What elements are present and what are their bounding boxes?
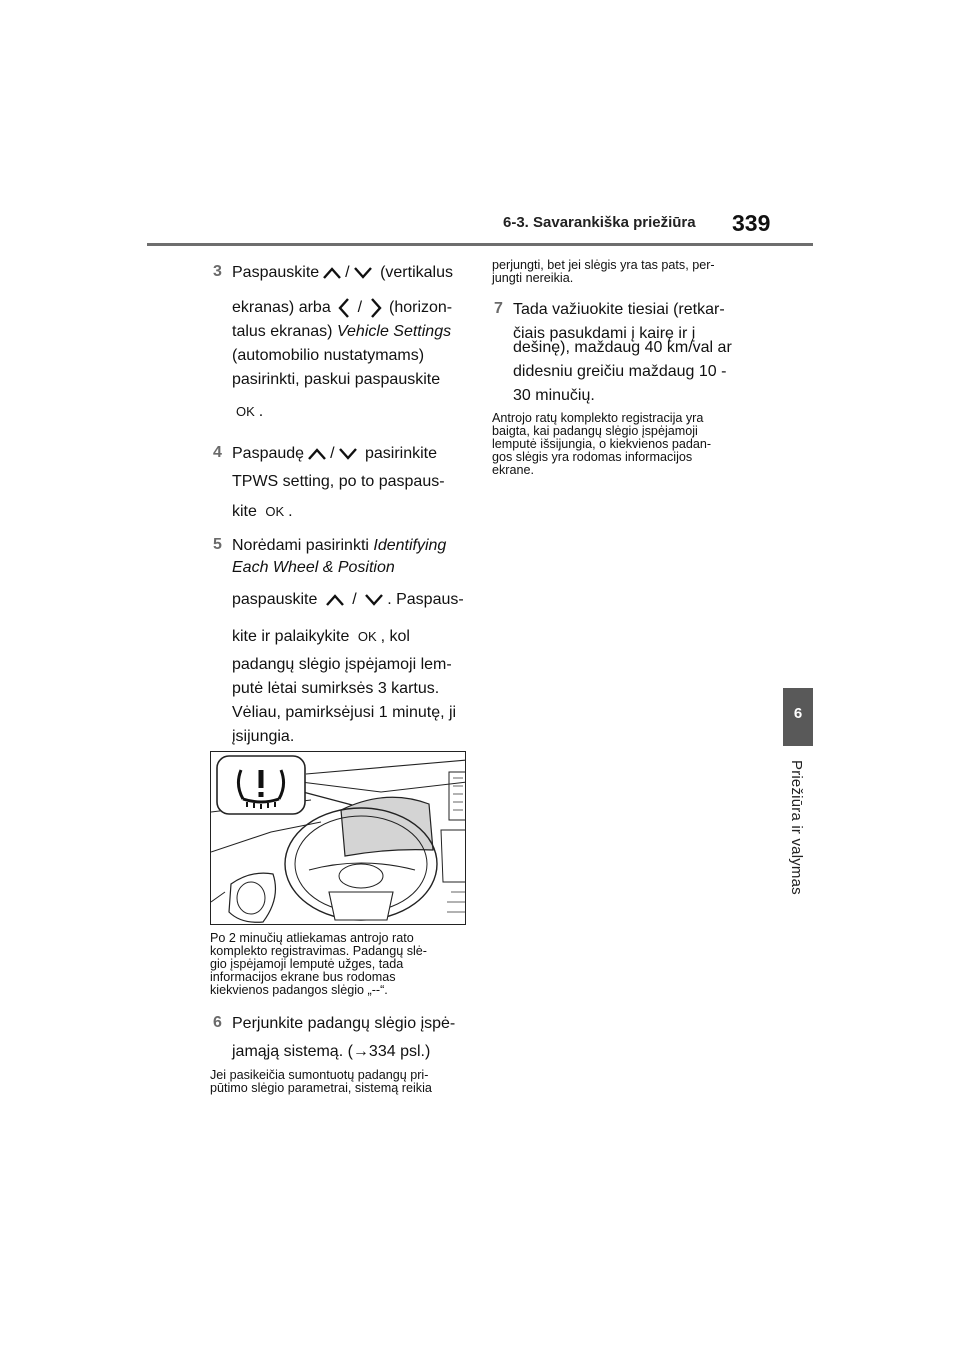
note-line: pūtimo slėgio parametrai, sistemą reikia — [210, 1081, 432, 1095]
note-line: Antrojo ratų komplekto registracija yra — [492, 411, 704, 425]
ok-button-label: OK — [357, 629, 377, 644]
chevron-up-icon — [307, 447, 327, 461]
chevron-left-icon — [338, 297, 350, 319]
step-line: kite ir palaikykite OK , kol — [232, 628, 410, 645]
note-line: jungti nereikia. — [492, 271, 574, 285]
step-line: jamąją sistemą. (→334 psl.) — [232, 1043, 431, 1060]
step-line: čiais pasukdami į kairę ir į — [513, 325, 696, 342]
chevron-up-icon — [325, 593, 345, 607]
chevron-down-icon — [353, 266, 373, 280]
note-line: baigta, kai padangų slėgio įspėjamoji — [492, 424, 698, 438]
chevron-up-icon — [322, 266, 342, 280]
note-line: ekrane. — [492, 463, 535, 477]
step-number: 6 — [213, 1014, 222, 1031]
step-line: dešinę), maždaug 40 km/val ar — [513, 339, 732, 356]
step-line: Paspaudę / pasirinkite — [232, 445, 437, 462]
step-line: įsijungia. — [232, 728, 295, 745]
note-line: lemputė išsijungia, o kiekvienos padan- — [492, 437, 712, 451]
step-line: Perjunkite padangų slėgio įspė- — [232, 1015, 456, 1032]
note-line: perjungti, bet jei slėgis yra tas pats, per- — [492, 258, 715, 272]
step-line: didesniu greičiu maždaug 10 - — [513, 363, 727, 380]
chapter-number: 6 — [793, 705, 803, 722]
step-line: Tada važiuokite tiesiai (retkar- — [513, 301, 725, 318]
step-line: padangų slėgio įspėjamoji lem- — [232, 656, 452, 673]
ok-button-label: OK — [236, 404, 255, 419]
note-line: Po 2 minučių atliekamas antrojo rato — [210, 931, 414, 945]
step-line: TPWS setting, po to paspaus- — [232, 473, 445, 490]
step-line: ekranas) arba / (horizon- — [232, 297, 452, 319]
step-line: talus ekranas) Vehicle Settings — [232, 323, 452, 340]
step-line: pasirinkti, paskui paspauskite — [232, 371, 441, 388]
ok-button-label: OK — [265, 504, 285, 519]
note-line: komplekto registravimas. Padangų slė- — [210, 944, 427, 958]
step-line: (automobilio nustatymams) — [232, 347, 425, 364]
note-line: informacijos ekrane bus rodomas — [210, 970, 396, 984]
header-rule — [147, 243, 813, 246]
step-line: Each Wheel & Position — [232, 559, 395, 576]
step-line: OK . — [236, 403, 264, 420]
chevron-down-icon — [338, 447, 358, 461]
chapter-tab — [783, 688, 813, 746]
dashboard-illustration — [210, 751, 466, 925]
page-number: 339 — [732, 210, 771, 236]
step-number: 5 — [213, 536, 222, 553]
step-number: 7 — [494, 300, 503, 317]
step-line: putė lėtai sumirksės 3 kartus. — [232, 680, 440, 697]
chevron-right-icon — [370, 297, 382, 319]
note-line: kiekvienos padangos slėgio „--“. — [210, 983, 388, 997]
note-line: Jei pasikeičia sumontuotų padangų pri- — [210, 1068, 429, 1082]
step-number: 3 — [213, 263, 222, 280]
section-title: 6-3. Savarankiška priežiūra — [503, 214, 696, 231]
arrow-right-icon: → — [352, 1043, 369, 1060]
chapter-title: Priežiūra ir valymas — [788, 760, 805, 895]
step-line: Norėdami pasirinkti Identifying — [232, 537, 447, 554]
step-number: 4 — [213, 444, 222, 461]
step-line: kite OK . — [232, 503, 293, 520]
chevron-down-icon — [364, 593, 384, 607]
note-line: gos slėgis yra rodomas informacijos — [492, 450, 693, 464]
note-line: gio įspėjamoji lemputė užges, tada — [210, 957, 404, 971]
step-line: paspauskite / . Paspaus- — [232, 591, 464, 608]
step-line: 30 minučių. — [513, 387, 595, 404]
step-line: Vėliau, pamirksėjusi 1 minutę, ji — [232, 704, 457, 721]
step-line: Paspauskite / (vertikalus — [232, 264, 453, 281]
dashboard-drawing — [211, 752, 466, 925]
